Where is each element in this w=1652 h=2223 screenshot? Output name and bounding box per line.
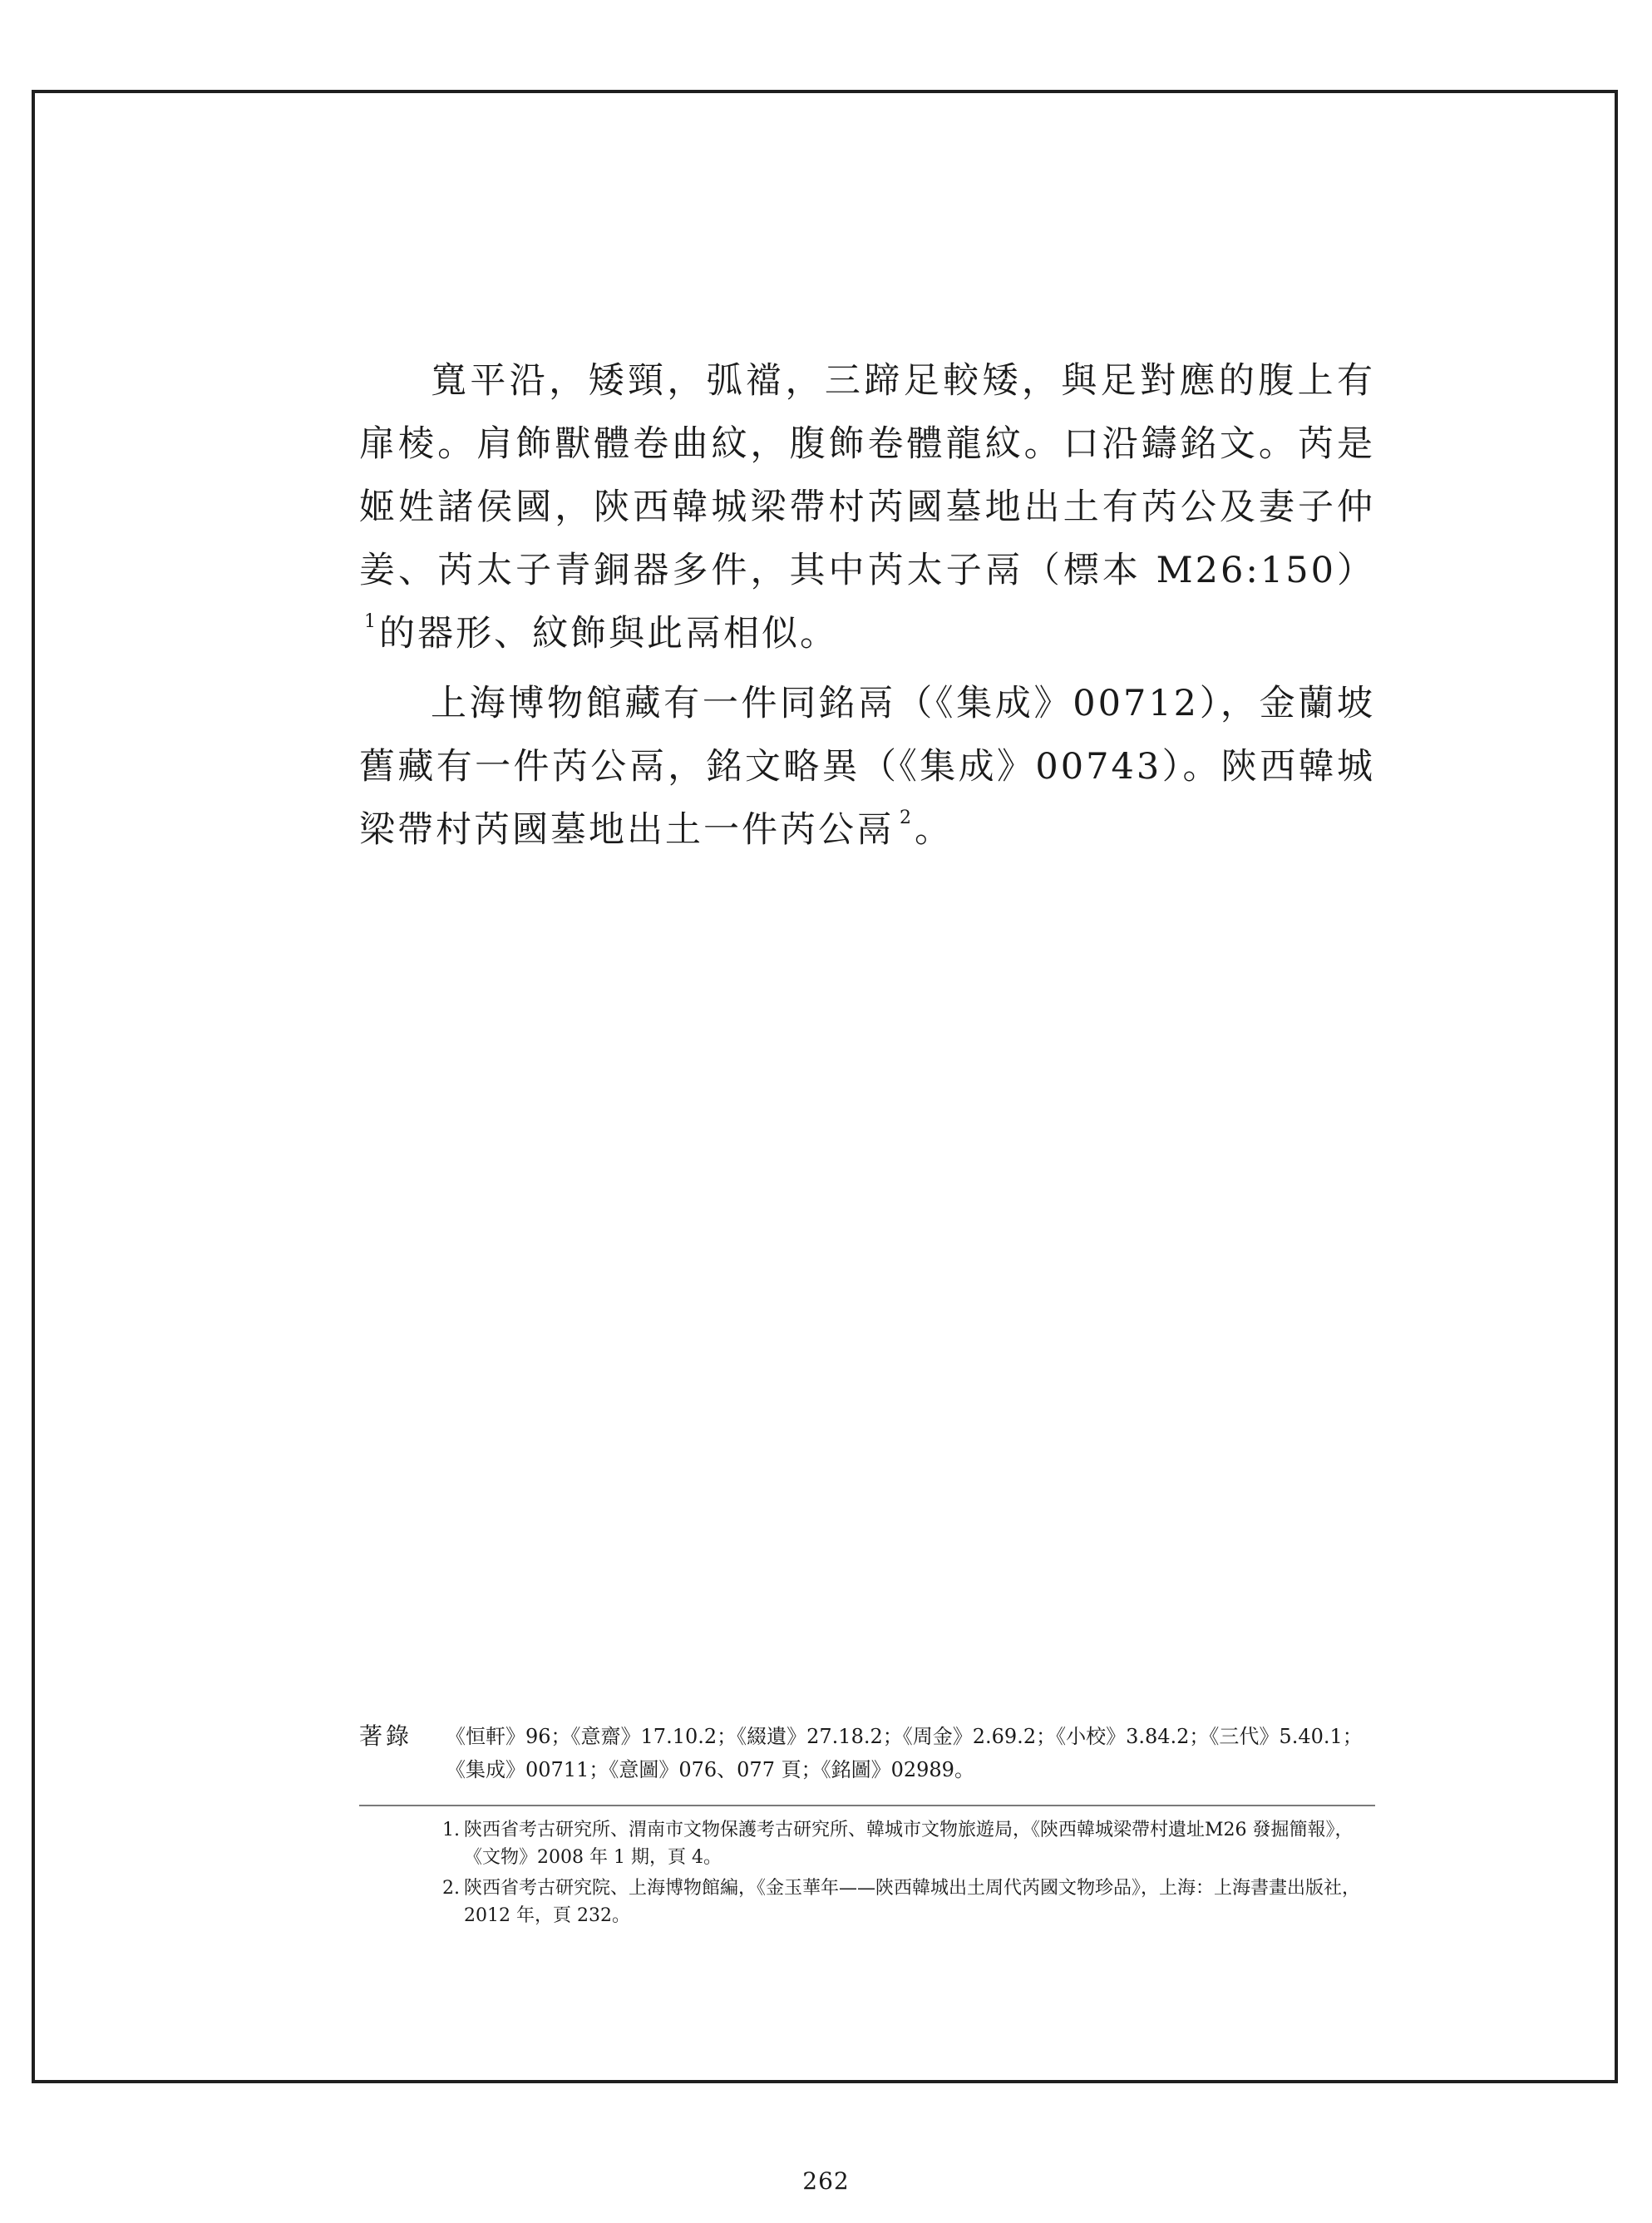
footnote-1-text: 陝西省考古研究所、渭南市文物保護考古研究所、韓城市文物旅遊局，《陝西韓城梁帶村遺址M26 發掘簡報》，《文物》2008 年 1 期，頁 4。 [464,1820,1354,1868]
footnotes [442,1816,1375,1933]
records-text: 《恒軒》96；《意齋》17.10.2；《綴遺》27.18.2；《周金》2.69.2；《小校》3.84.2；《三代》5.40.1；《集成》00711；《意圖》076、077 頁；《銘圖》02989。 [446,1725,1363,1781]
footnote-2 [442,1875,1375,1929]
footnote-divider [359,1805,1375,1806]
footnote-2-text: 陝西省考古研究院、上海博物館編，《金玉華年——陝西韓城出土周代芮國文物珍品》，上海：上海書畫出版社，2012 年，頁 232。 [464,1878,1361,1926]
footnote-1-number: 1. [442,1820,460,1840]
paragraph-2 [359,672,1375,862]
footnote-ref-1[interactable]: 1 [364,611,376,632]
page-number: 262 [802,2167,850,2195]
paragraph-2-text-b: 。 [915,809,953,851]
body-text [359,349,1375,862]
paragraph-1-text-b: 的器形、紋飾與此鬲相似。 [379,613,838,655]
records-label: 著錄 [359,1722,413,1750]
paragraph-2-text-a: 上海博物館藏有一件同銘鬲（《集成》00712），金蘭坡舊藏有一件芮公鬲，銘文略異（《集成》00743）。陝西韓城梁帶村芮國墓地出土一件芮公鬲 [359,683,1375,851]
paragraph-1-text-a: 寬平沿，矮頸，弧襠，三蹄足較矮，與足對應的腹上有扉棱。肩飾獸體卷曲紋，腹飾卷體龍紋。口沿鑄銘文。芮是姬姓諸侯國，陝西韓城梁帶村芮國墓地出土有芮公及妻子仲姜、芮太子青銅器多件，其中芮太子鬲（標本 M26:150） [359,360,1375,591]
footnote-1 [442,1816,1375,1871]
paragraph-1 [359,349,1375,665]
footnote-ref-2[interactable]: 2 [900,808,911,828]
records-section [359,1720,1375,1786]
footnote-2-number: 2. [442,1878,460,1899]
